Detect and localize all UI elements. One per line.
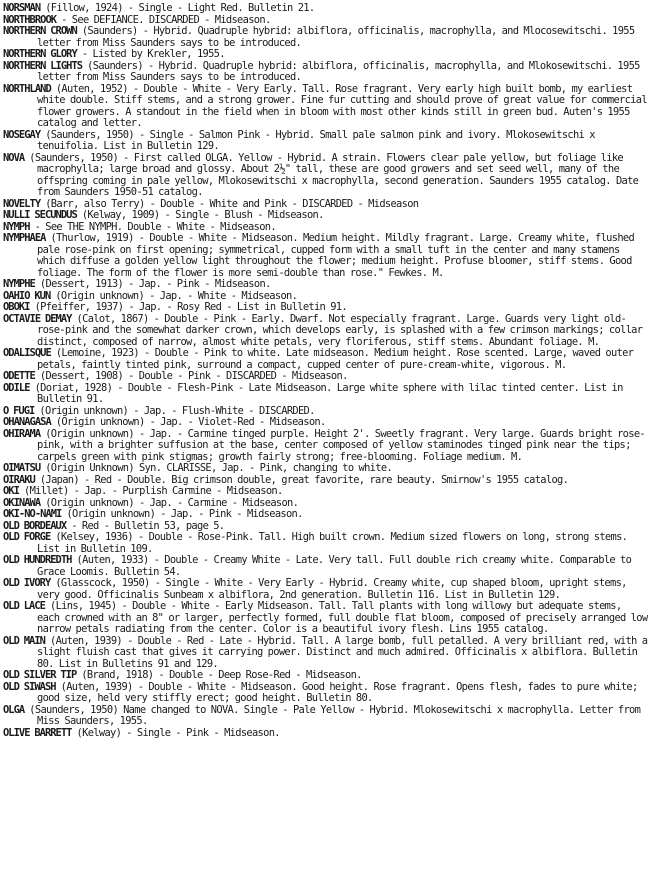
entry-description: (Auten, 1952) - Double - White - Very Early. Tall. Rose fragrant. Very early high built bomb, my earliest white double. Stiff stems, and a strong grower. Fine fur cutting and should prove of great value for commercial flower growers. A standout in the field when in bloom with most other kinds still in green bud. Auten's 1955 catalog and letter. — [37, 82, 647, 129]
entry-name: NYMPHE — [3, 278, 35, 290]
entry-description: - See DEFIANCE. DISCARDED - Midseason. — [56, 13, 271, 26]
list-entry — [3, 555, 648, 578]
entry-description: (Saunders, 1950) Name changed to NOVA. Single - Pale Yellow - Hybrid. Mlokosewitschi x macrophylla. Letter from Miss Saunders, 1955. — [24, 703, 641, 727]
entry-description: (Kelway, 1909) - Single - Blush - Midseason. — [76, 209, 324, 221]
entry-name: OLD SILVER TIP — [3, 669, 77, 681]
entry-description: (Origin unknown) - Jap. - Carmine - Midseason. — [40, 496, 299, 509]
entry-description: (Kelway) - Single - Pink - Midseason. — [71, 726, 280, 739]
entry-description: (Lins, 1945) - Double - White - Early Midseason. Tall. Tall plants with long willowy but adequate stems, each crowned with an 8" or larger, perfectly formed, full double flat bloom, composed of precisely arranged low narrow petals radiating from the center. Color is a beautiful ivory flesh. Lins 1955 catalog. — [37, 600, 648, 635]
list-entry — [3, 636, 648, 671]
entry-name: NYMPHAEA — [3, 232, 46, 244]
entry-description: (Doriat, 1928) - Double - Flesh-Pink - Late Midseason. Large white sphere with lilac tinted center. List in Bulletin 91. — [29, 381, 623, 405]
entry-name: OAHIO KUN — [3, 289, 51, 302]
entry-description: (Origin unknown) - Jap. - White - Midseason. — [50, 289, 298, 302]
entry-name: OHIRAMA — [3, 427, 41, 440]
entry-name: NOSEGAY — [3, 128, 41, 141]
list-entry — [3, 233, 648, 279]
entry-description: (Millet) - Jap. - Purplish Carmine - Midseason. — [18, 485, 283, 497]
list-entry — [3, 429, 648, 464]
peony-list — [3, 3, 648, 739]
list-entry — [3, 578, 648, 601]
entry-description: (Dessert, 1908) - Double - Pink - DISCARDED - Midseason. — [34, 370, 348, 382]
list-entry — [3, 682, 648, 705]
entry-name: NYMPH — [3, 220, 30, 233]
entry-name: NOVELTY — [3, 197, 41, 210]
entry-name: NORSMAN — [3, 2, 41, 14]
entry-description: (Fillow, 1924) - Single - Light Red. Bulletin 21. — [40, 2, 315, 14]
entry-description: - Listed by Krekler, 1955. — [76, 48, 225, 60]
entry-name: OKI — [3, 485, 19, 497]
list-entry — [3, 84, 648, 130]
entry-name: OBOKI — [3, 301, 30, 313]
entry-description: (Kelsey, 1936) - Double - Rose-Pink. Tall. High built crown. Medium sized flowers on long, strong stems. List in Bulletin 109. — [37, 531, 628, 555]
entry-name: NORTHERN LIGHTS — [3, 59, 83, 72]
entry-name: O FUGI — [3, 404, 35, 417]
entry-description: (Lemoine, 1923) - Double - Pink to white. Late midseason. Medium height. Rose scented. Large, waved outer petals, faintly tinted pink, surround a compact, cupped center of pure-cream-white, vigorous. M. — [37, 347, 634, 371]
entry-description: (Origin unknown) - Jap. - Violet-Red - Midseason. — [50, 416, 326, 428]
entry-name: ODALISQUE — [3, 347, 51, 359]
entry-name: OKINAWA — [3, 496, 41, 509]
entry-description: (Barr, also Terry) - Double - White and Pink - DISCARDED - Midseason — [40, 197, 419, 210]
entry-name: ODILE — [3, 381, 30, 394]
entry-description: (Thurlow, 1919) - Double - White - Midseason. Medium height. Mildly fragrant. Large. Creamy white, flushed pale rose-pink on first opening; symmetrical, cupped form with a small tuft in the center and many stamens which diffuse a golden yellow light throughout the flower; medium height. Profuse bloomer, stiff stems. Good foliage. The form of the flower is more semi-double than rose." Fewkes. M. — [37, 232, 635, 279]
entry-description: (Saunders, 1950) - First called OLGA. Yellow - Hybrid. A strain. Flowers clear pale yellow, but foliage like macrophylla; large broad and glossy. About 2½" tall, these are good growers and set seed well, many of the offspring coming in pale yellow, Mlokosewitschi x macrophylla, second generation. Saunders 1955 catalog. Date from Saunders 1950-51 catalog. — [24, 151, 639, 198]
entry-description: (Origin unknown) - Jap. - Carmine tinged purple. Height 2'. Sweetly fragrant. Very large. Guards bright rose-pink, with a brighter suffusion at the base, center composed of yellow staminodes tinged pink near the tips; carpels green with pink stigmas; growth fairly strong; free-blooming. Foliage medium. M. — [37, 427, 645, 463]
entry-name: OLIVE BARRETT — [3, 726, 72, 739]
list-entry — [3, 130, 648, 153]
list-entry — [3, 314, 648, 349]
entry-description: (Auten, 1939) - Double - White - Midseason. Good height. Rose fragrant. Opens flesh, fades to pure white; good size, held very stiffly erect; good height. Bulletin 80. — [37, 680, 638, 704]
entry-description: (Dessert, 1913) - Jap. - Pink - Midseason. — [34, 278, 271, 290]
entry-name: OLD LACE — [3, 600, 45, 612]
list-entry — [3, 383, 648, 406]
entry-name: OCTAVIE DEMAY — [3, 312, 72, 325]
entry-description: (Origin Unknown) Syn. CLARISSE, Jap. - Pink, changing to white. — [40, 462, 392, 474]
entry-name: OIMATSU — [3, 462, 41, 474]
entry-name: NORTHBROOK — [3, 13, 57, 26]
entry-name: OLGA — [3, 703, 25, 716]
entry-description: (Saunders, 1950) - Single - Salmon Pink - Hybrid. Small pale salmon pink and ivory. Mlokosewitschi x tenuifolia. List in Bulletin 129. — [37, 128, 595, 152]
entry-description: - See THE NYMPH. Double - White - Midseason. — [29, 220, 276, 233]
entry-description: (Auten, 1933) - Double - Creamy White - Late. Very tall. Full double rich creamy white. Comparable to Grace Loomis. Bulletin 54. — [37, 554, 632, 578]
entry-name: NULLI SECUNDUS — [3, 209, 77, 221]
entry-name: OIRAKU — [3, 473, 35, 486]
entry-name: OHANAGASA — [3, 416, 51, 428]
list-entry — [3, 728, 648, 740]
entry-name: OLD SIWASH — [3, 680, 56, 693]
list-entry — [3, 348, 648, 371]
entry-description: (Origin unknown) - Jap. - Flush-White - DISCARDED. — [34, 404, 315, 417]
entry-description: - Red - Bulletin 53, page 5. — [66, 519, 225, 532]
entry-description: (Pfeiffer, 1937) - Jap. - Rosy Red - List in Bulletin 91. — [29, 301, 347, 313]
entry-name: NORTHERN CROWN — [3, 25, 77, 37]
list-entry — [3, 26, 648, 49]
entry-description: (Glasscock, 1950) - Single - White - Very Early - Hybrid. Creamy white, cup shaped bloom, upright stems, very good. Officinalis Sunbeam x albiflora, 2nd generation. Bulletin 116. List in Bulletin 129. — [37, 577, 627, 601]
list-entry — [3, 153, 648, 199]
entry-name: OLD FORGE — [3, 531, 51, 543]
entry-name: OKI-NO-NAMI — [3, 508, 62, 520]
entry-description: (Japan) - Red - Double. Big crimson double, great favorite, rare beauty. Smirnow's 1955 catalog. — [34, 473, 569, 486]
list-entry — [3, 601, 648, 636]
list-entry — [3, 705, 648, 728]
entry-description: (Origin unknown) - Jap. - Pink - Midseason. — [61, 508, 303, 520]
entry-description: (Calot, 1867) - Double - Pink - Early. Dwarf. Not especially fragrant. Large. Guards very light old-rose-pink and the somewhat darker crown, which develops early, is splashed with a few crimson markings; collar distinct, composed of narrow, almost white petals, very floriferous, stiff stems. Abundant foliage. M. — [37, 312, 643, 348]
entry-description: (Saunders) - Hybrid. Quadruple hybrid: albiflora, officinalis, macrophylla, and Mlokosewitschi. 1955 letter from Miss Saunders says to be introduced. — [37, 59, 640, 83]
entry-name: NORTHERN GLORY — [3, 48, 77, 60]
entry-name: NOVA — [3, 151, 25, 164]
entry-name: OLD HUNDREDTH — [3, 554, 72, 566]
entry-name: OLD IVORY — [3, 577, 51, 589]
entry-description: (Auten, 1939) - Double - Red - Late - Hybrid. Tall. A large bomb, full petalled. A very brilliant red, with a slight fluish cast that gives it carrying power. Distinct and much admired. Officinalis x albiflora. Bulletin 80. List in Bulletins 91 and 129. — [37, 634, 648, 670]
entry-name: ODETTE — [3, 370, 35, 382]
entry-name: NORTHLAND — [3, 82, 51, 95]
list-entry — [3, 532, 648, 555]
entry-description: (Brand, 1918) - Double - Deep Rose-Red - Midseason. — [76, 669, 362, 681]
entry-name: OLD MAIN — [3, 634, 45, 647]
entry-description: (Saunders) - Hybrid. Quadruple hybrid: albiflora, officinalis, macrophylla, and Mlocosewitschi. 1955 letter from Miss Saunders says to be introduced. — [37, 25, 635, 49]
list-entry — [3, 61, 648, 84]
entry-name: OLD BORDEAUX — [3, 519, 67, 532]
